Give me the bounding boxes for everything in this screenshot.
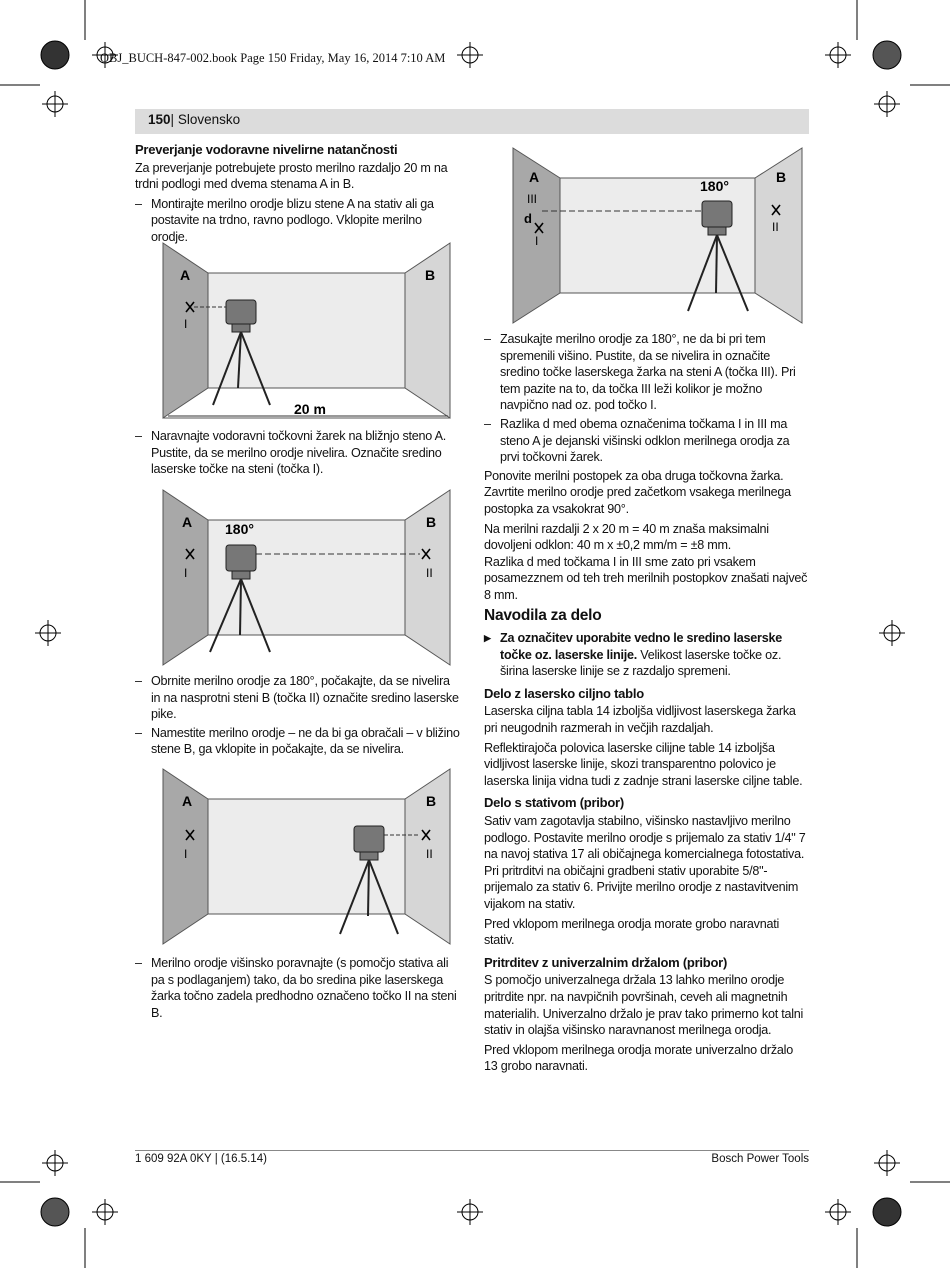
- point-label: I: [535, 234, 539, 248]
- subsection-heading: Delo z lasersko ciljno tablo: [484, 685, 644, 701]
- paragraph: Pred vklopom merilnega orodja morate univerzalno držalo 13 grobo naravnati.: [484, 1042, 793, 1074]
- point-label: I: [184, 847, 188, 861]
- step-item: – Zasukajte merilno orodje za 180°, ne da bi pri tem spremenili višino. Pustite, da se nivelira in označite sredino točke laserskega žarka na steni A (točka III). Pri tem pazite na to, da točka III leži kolikor je možno navpično nad oz. pod točko I.: [484, 331, 809, 414]
- registration-target: [42, 1150, 68, 1176]
- left-text-block-2: [135, 428, 460, 480]
- registration-target: [825, 1199, 851, 1225]
- wall-b-label: B: [425, 267, 436, 283]
- section-heading: Navodila za delo: [484, 606, 602, 624]
- registration-target: [879, 620, 905, 646]
- header-language: Slovensko: [177, 112, 241, 127]
- registration-target: [92, 1199, 118, 1225]
- point-label: I: [184, 566, 188, 580]
- distance-label: 20 m: [294, 401, 326, 417]
- point-label: II: [426, 566, 433, 580]
- registration-target: [42, 91, 68, 117]
- paragraph: Na merilni razdalji 2 x 20 m = 40 m znaša maksimalni dovoljeni odklon: 40 m x ±0,2 mm/m = ±8 mm.: [484, 521, 769, 553]
- tip-item: [484, 630, 809, 680]
- registration-rosette: [41, 1198, 69, 1226]
- step-item: – Naravnajte vodoravni točkovni žarek na bližnjo steno A. Pustite, da se merilno orodje nivelira. Označite sredino laserske točke na steni (točka I).: [135, 428, 460, 478]
- rotation-label: 180°: [700, 178, 729, 194]
- page-header: [148, 112, 240, 127]
- left-text-block-3: [135, 673, 460, 760]
- print-header: OBJ_BUCH-847-002.book Page 150 Friday, May 16, 2014 7:10 AM: [100, 51, 446, 65]
- wall-a-label: A: [182, 514, 193, 530]
- registration-target: [457, 1199, 483, 1225]
- registration-rosette: [873, 1198, 901, 1226]
- tip-bold: Za označitev uporabite vedno le sredino laserske točke oz. laserske linije.: [500, 631, 782, 662]
- subsection-heading: Pritrditev z univerzalnim držalom (pribor): [484, 954, 728, 970]
- footer-rule: [135, 1150, 809, 1151]
- point-label: III: [527, 192, 538, 206]
- wall-b-label: B: [776, 169, 787, 185]
- paragraph: Sativ vam zagotavlja stabilno, višinsko nastavljivo merilno podlogo. Postavite merilno orodje s prijemalo za stativ 1/4" 7 na navoj stativa 17 ali običajnega komercialnega fotostativa. Pri pritrditvi na običajni gradbeni stativ uporabite 5/8"-prijemalo za stativ 6. Privijte merilno orodje z nastavitvenim vijakom na stativ.: [484, 814, 806, 911]
- figure-step3: [158, 766, 458, 946]
- deviation-label: d: [524, 211, 532, 226]
- left-text-block-4: [135, 955, 460, 1023]
- paragraph: Ponovite merilni postopek za oba druga točkovna žarka. Zavrtite merilno orodje pred začetkom vsakega merilnega postopka za vsakokrat 90°.: [484, 468, 791, 516]
- paragraph: Laserska ciljna tabla 14 izboljša vidljivost laserskega žarka pri neugodnih razmerah in večjih razdaljah.: [484, 704, 796, 736]
- registration-rosette: [41, 41, 69, 69]
- section-heading: Preverjanje vodoravne nivelirne natančnosti: [135, 142, 398, 157]
- figure-step4: [510, 145, 810, 325]
- step-item: – Obrnite merilno orodje za 180°, počakajte, da se nivelira in na nasprotni steni B (točka II) označite sredino laserske pike.: [135, 673, 460, 723]
- footer-left: 1 609 92A 0KY | (16.5.14): [135, 1153, 267, 1165]
- step-item: – Merilno orodje višinsko poravnajte (s pomočjo stativa ali pa s podlaganjem) tako, da bo sredina pike laserskega žarka točno zadela predhodno označeno točko II na steni B.: [135, 955, 460, 1021]
- registration-target: [825, 42, 851, 68]
- tip-normal: Velikost laserske točke oz. širina laserske linije se z razdaljo spremeni.: [500, 647, 782, 679]
- paragraph: Razlika d med točkama I in III sme zato pri vsakem posamezznem od teh treh merilnih postopkov znašati največ 8 mm.: [484, 554, 808, 602]
- wall-a-label: A: [529, 169, 540, 185]
- wall-b-label: B: [426, 514, 437, 530]
- rotation-label: 180°: [225, 521, 254, 537]
- registration-target: [457, 42, 483, 68]
- point-label: I: [184, 317, 188, 331]
- footer-right: Bosch Power Tools: [711, 1153, 809, 1165]
- intro-paragraph: Za preverjanje potrebujete prosto merilno razdaljo 20 m na trdni podlogi med dvema stenama A in B.: [135, 160, 448, 192]
- figure-step2: [158, 487, 458, 667]
- page-number: 150: [148, 112, 171, 127]
- registration-target: [35, 620, 61, 646]
- wall-b-label: B: [426, 793, 437, 809]
- wall-a-label: A: [182, 793, 193, 809]
- paragraph: Pred vklopom merilnega orodja morate grobo naravnati stativ.: [484, 916, 780, 948]
- point-label: II: [772, 220, 779, 234]
- header-separator: |: [170, 112, 175, 127]
- step-item: – Razlika d med obema označenima točkama I in III ma steno A je dejanski višinski odklon merilnega orodja za prvi točkovni žarek.: [484, 416, 809, 466]
- wall-a-label: A: [180, 267, 191, 283]
- right-text-column: [484, 331, 809, 1078]
- paragraph: Reflektirajoča polovica laserske cilijne table 14 izboljša vidljivost laserske linije, skozi transparentno polovico je laserska linija vidna tudi z zadnje strani laserske ciljne table.: [484, 740, 803, 788]
- subsection-heading: Delo s stativom (pribor): [484, 795, 624, 811]
- point-label: II: [426, 847, 433, 861]
- left-text-block-1: [135, 142, 460, 248]
- step-item: – Namestite merilno orodje – ne da bi ga obračali – v bližino stene B, ga vklopite in počakajte, da se nivelira.: [135, 725, 460, 758]
- paragraph: S pomočjo univerzalnega držala 13 lahko merilno orodje pritrdite npr. na navpičnih površinah, ceveh ali magnetnih materialih. Univerzalno držalo je prav tako primerno kot talni stativ in olajša višinsko naravnanost merilnega orodja.: [484, 973, 804, 1038]
- figure-step1: [158, 240, 458, 420]
- registration-target: [874, 1150, 900, 1176]
- step-item: – Montirajte merilno orodje blizu stene A na stativ ali ga postavite na trdno, ravno podlogo. Vklopite merilno orodje.: [135, 196, 460, 246]
- registration-target: [874, 91, 900, 117]
- registration-rosette: [873, 41, 901, 69]
